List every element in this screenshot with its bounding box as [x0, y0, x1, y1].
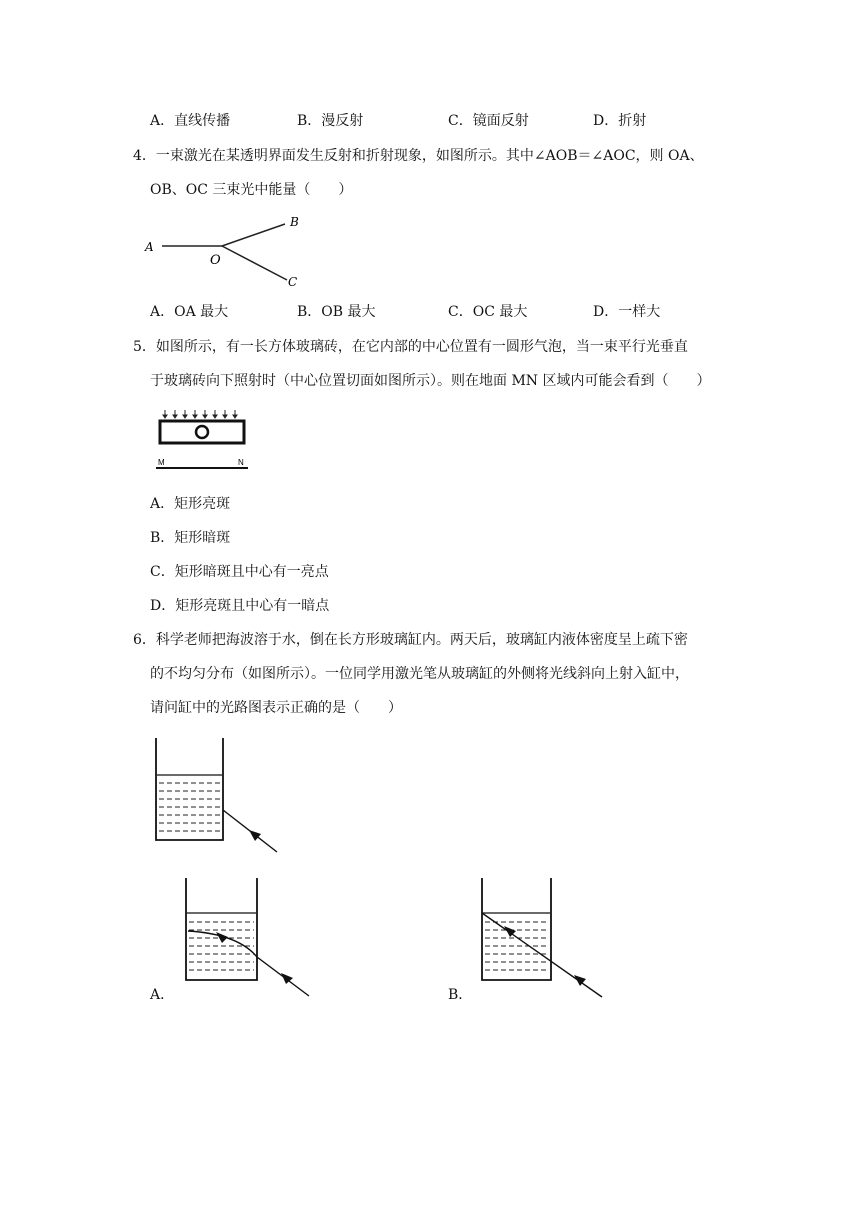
q6-option-a-figure	[180, 876, 315, 1001]
q3-option-c: C．镜面反射	[448, 113, 529, 129]
q5-option-d: D．矩形亮斑且中心有一暗点	[150, 598, 330, 614]
q3-option-d: D．折射	[593, 113, 647, 129]
q4-label-b: B	[290, 215, 299, 229]
q4-option-d: D．一样大	[593, 304, 661, 320]
q3-option-b: B．漫反射	[297, 113, 364, 129]
q6-stem-line-1: 6．科学老师把海波溶于水，倒在长方形玻璃缸内。两天后，玻璃缸内液体密度呈上疏下密	[133, 632, 688, 648]
q4-option-b: B．OB 最大	[297, 304, 376, 320]
q4-label-o: O	[210, 253, 221, 268]
q4-reflection-refraction-figure	[140, 208, 320, 288]
q4-label-a: A	[145, 240, 154, 254]
q6-stem-line-3: 请问缸中的光路图表示正确的是（ ）	[150, 700, 402, 716]
q6-tank-figure	[150, 735, 285, 860]
q5-glass-brick-figure	[150, 404, 260, 474]
q3-option-a: A．直线传播	[150, 113, 231, 129]
q5-option-a: A．矩形亮斑	[150, 496, 231, 512]
q5-option-b: B．矩形暗斑	[150, 530, 231, 546]
q5-stem-line-1: 5．如图所示，有一长方体玻璃砖，在它内部的中心位置有一圆形气泡，当一束平行光垂直	[133, 339, 688, 355]
q4-option-a: A．OA 最大	[150, 304, 229, 320]
q6-stem-line-2: 的不均匀分布（如图所示）。一位同学用激光笔从玻璃缸的外侧将光线斜向上射入缸中，	[150, 666, 689, 682]
q4-option-c: C．OC 最大	[448, 304, 528, 320]
q5-option-c: C．矩形暗斑且中心有一亮点	[150, 564, 329, 580]
q4-stem-line-2: OB、OC 三束光中能量（ ）	[150, 182, 353, 198]
q6-option-b-label: B．	[448, 987, 473, 1003]
q4-stem-line-1: 4．一束激光在某透明界面发生反射和折射现象，如图所示。其中∠AOB＝∠AOC，则 OA、	[133, 148, 704, 164]
q6-option-b-figure	[476, 876, 611, 1001]
q6-option-a-label: A．	[150, 987, 175, 1003]
q5-label-m: M	[158, 458, 165, 467]
q4-label-c: C	[288, 275, 298, 288]
q5-label-n: N	[238, 458, 244, 467]
q5-stem-line-2: 于玻璃砖向下照射时（中心位置切面如图所示）。则在地面 MN 区域内可能会看到（ ）	[150, 373, 711, 389]
